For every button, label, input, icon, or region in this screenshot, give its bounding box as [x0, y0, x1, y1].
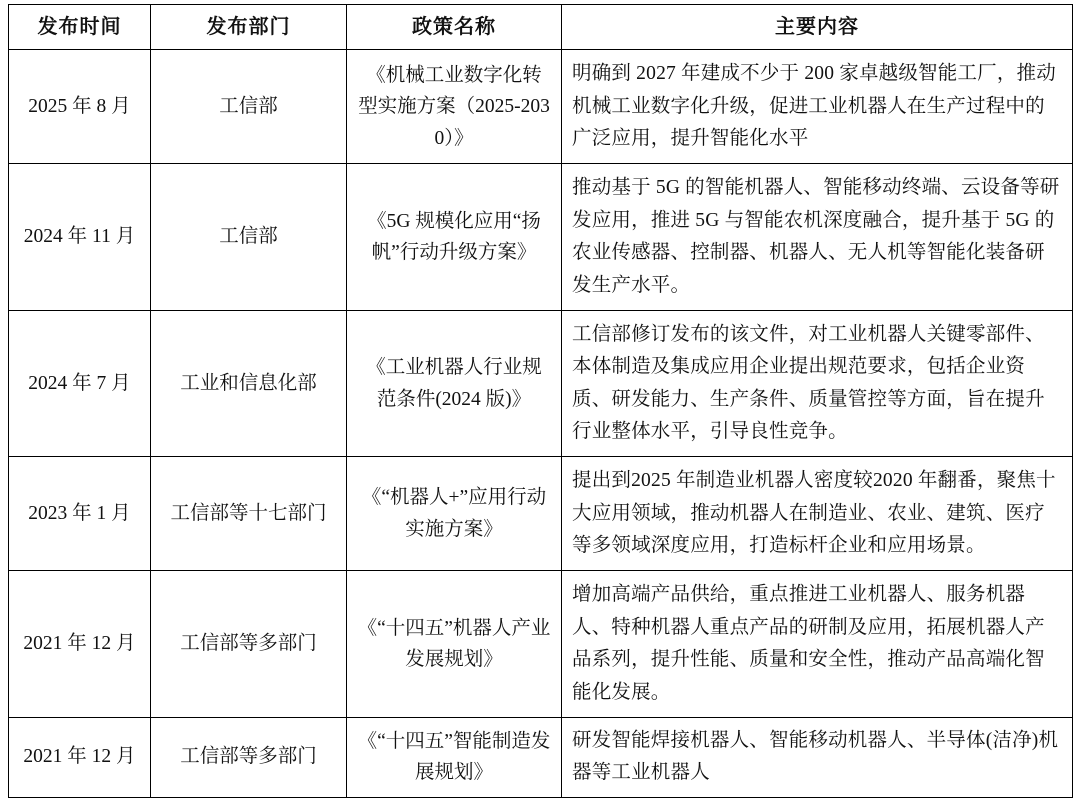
table-row [9, 310, 1073, 456]
table-row [9, 164, 1073, 310]
cell-department: 工信部等多部门 [151, 571, 347, 717]
table-row [9, 50, 1073, 164]
cell-date: 2023 年 1 月 [9, 457, 151, 571]
cell-policy-name: 《“十四五”智能制造发展规划》 [347, 717, 562, 797]
cell-policy-name: 《机械工业数字化转型实施方案（2025-2030）》 [347, 50, 562, 164]
cell-date: 2024 年 11 月 [9, 164, 151, 310]
cell-main-content: 推动基于 5G 的智能机器人、智能移动终端、云设备等研发应用，推进 5G 与智能农机深度融合，提升基于 5G 的农业传感器、控制器、机器人、无人机等智能化装备研发生产水平。 [562, 164, 1073, 310]
cell-department: 工信部等十七部门 [151, 457, 347, 571]
cell-date: 2021 年 12 月 [9, 571, 151, 717]
table-row [9, 571, 1073, 717]
cell-main-content: 增加高端产品供给，重点推进工业机器人、服务机器人、特种机器人重点产品的研制及应用，拓展机器人产品系列，提升性能、质量和安全性，推动产品高端化智能化发展。 [562, 571, 1073, 717]
cell-date: 2025 年 8 月 [9, 50, 151, 164]
cell-date: 2021 年 12 月 [9, 717, 151, 797]
cell-policy-name: 《工业机器人行业规范条件(2024 版)》 [347, 310, 562, 456]
cell-main-content: 明确到 2027 年建成不少于 200 家卓越级智能工厂，推动机械工业数字化升级，促进工业机器人在生产过程中的广泛应用，提升智能化水平 [562, 50, 1073, 164]
cell-policy-name: 《5G 规模化应用“扬帆”行动升级方案》 [347, 164, 562, 310]
cell-department: 工信部 [151, 50, 347, 164]
cell-policy-name: 《“机器人+”应用行动实施方案》 [347, 457, 562, 571]
table-header [9, 5, 1073, 50]
cell-main-content: 提出到2025 年制造业机器人密度较2020 年翻番，聚焦十大应用领域，推动机器人在制造业、农业、建筑、医疗等多领域深度应用，打造标杆企业和应用场景。 [562, 457, 1073, 571]
policy-table [8, 4, 1073, 798]
cell-policy-name: 《“十四五”机器人产业发展规划》 [347, 571, 562, 717]
column-header-date: 发布时间 [9, 5, 151, 50]
table-header-row [9, 5, 1073, 50]
cell-department: 工信部 [151, 164, 347, 310]
column-header-department: 发布部门 [151, 5, 347, 50]
table-body [9, 50, 1073, 797]
cell-department: 工业和信息化部 [151, 310, 347, 456]
column-header-main-content: 主要内容 [562, 5, 1073, 50]
cell-main-content: 研发智能焊接机器人、智能移动机器人、半导体(洁净)机器等工业机器人 [562, 717, 1073, 797]
cell-date: 2024 年 7 月 [9, 310, 151, 456]
table-row [9, 717, 1073, 797]
cell-department: 工信部等多部门 [151, 717, 347, 797]
cell-main-content: 工信部修订发布的该文件，对工业机器人关键零部件、本体制造及集成应用企业提出规范要求，包括企业资质、研发能力、生产条件、质量管控等方面，旨在提升行业整体水平，引导良性竞争。 [562, 310, 1073, 456]
column-header-policy-name: 政策名称 [347, 5, 562, 50]
table-row [9, 457, 1073, 571]
